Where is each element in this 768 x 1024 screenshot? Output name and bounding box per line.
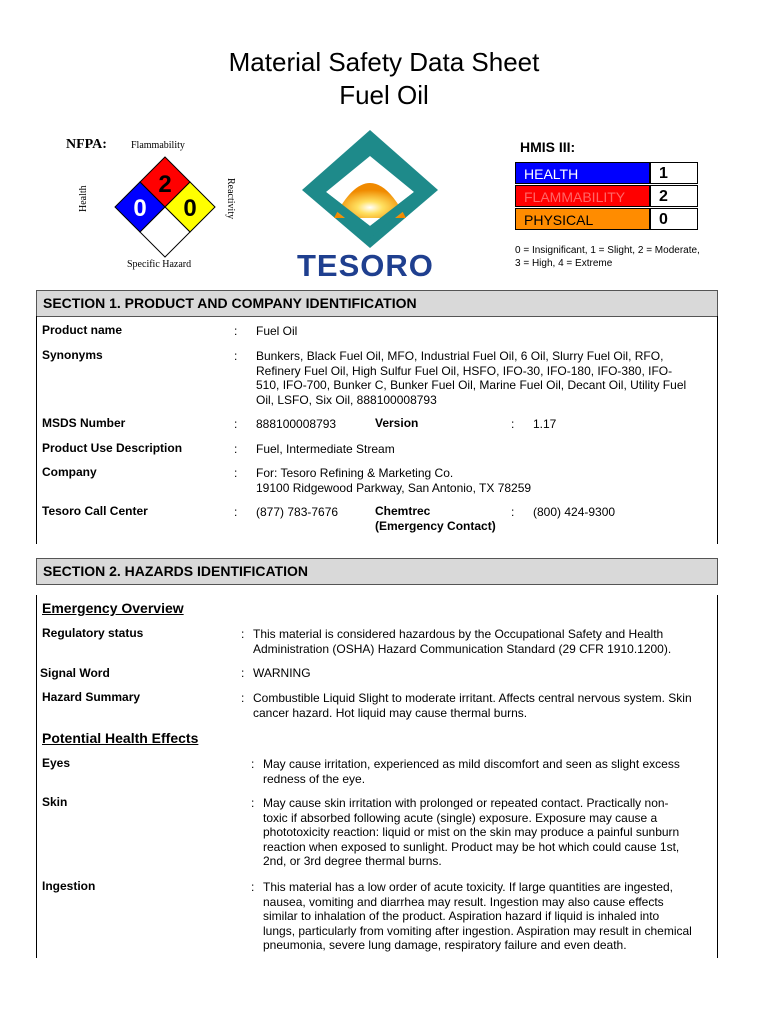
chemtrec-value: (800) 424-9300 xyxy=(533,505,616,519)
colon: : xyxy=(234,442,238,456)
msds-number-label: MSDS Number xyxy=(42,416,126,430)
colon: : xyxy=(241,666,245,680)
skin-line: reaction when exposed to sunlight. Product may be hot which could cause 1st, xyxy=(263,839,680,854)
colon: : xyxy=(234,466,238,480)
hmis-flammability-value: 2 xyxy=(650,185,698,207)
skin-line: toxic if absorbed following acute (single) exposure. Exposure may cause a xyxy=(263,810,658,825)
section1-left-border xyxy=(36,316,37,544)
regulatory-line: Administration (OSHA) Hazard Communication Standard (29 CFR 1910.1200). xyxy=(253,641,672,656)
nfpa-flammability-value: 2 xyxy=(158,171,172,198)
product-use-label: Product Use Description xyxy=(42,441,183,455)
signal-word-value: WARNING xyxy=(253,666,311,680)
skin-line: May cause skin irritation with prolonged or repeated contact. Practically non- xyxy=(263,796,669,810)
version-value: 1.17 xyxy=(533,417,557,431)
hmis-label: HMIS III: xyxy=(520,139,576,155)
colon: : xyxy=(234,324,238,338)
synonyms-line: Refinery Fuel Oil, High Sulfur Fuel Oil, HSFO, IFO-30, IFO-180, IFO-380, IFO- xyxy=(256,363,673,378)
chemtrec-label-line: (Emergency Contact) xyxy=(375,519,496,533)
section1-right-border xyxy=(717,316,718,544)
synonyms-value xyxy=(256,349,686,407)
hazard-line: cancer hazard. Hot liquid may cause thermal burns. xyxy=(253,705,528,720)
hazard-summary-value xyxy=(253,691,692,720)
eyes-line: redness of the eye. xyxy=(263,771,366,786)
call-center-label: Tesoro Call Center xyxy=(42,504,148,518)
hmis-legend-line2: 3 = High, 4 = Extreme xyxy=(515,258,613,269)
company-line: 19100 Ridgewood Parkway, San Antonio, TX 78259 xyxy=(256,480,532,495)
ingestion-line: pneumonia, severe lung damage, respiratory failure and even death. xyxy=(263,938,627,952)
ingestion-line: similar to inhalation of the product. Aspiration hazard if liquid is inhaled into xyxy=(263,909,660,923)
colon: : xyxy=(251,796,255,810)
page-subtitle: Fuel Oil xyxy=(339,80,429,110)
call-center-value: (877) 783-7676 xyxy=(256,505,339,519)
nfpa-specific-label: Specific Hazard xyxy=(127,259,192,270)
ingestion-line: nausea, vomiting and diarrhea may result. Ingestion may also cause effects xyxy=(263,894,664,909)
product-use-value: Fuel, Intermediate Stream xyxy=(256,442,395,456)
msds-number-value: 888100008793 xyxy=(256,417,337,431)
tesoro-wordmark: TESORO xyxy=(297,248,434,283)
nfpa-health-value: 0 xyxy=(133,195,147,222)
hazard-line: Combustible Liquid Slight to moderate irritant. Affects central nervous system. Skin xyxy=(253,691,692,705)
ingestion-line: lungs, particularly from vomiting after ingestion. Aspiration may result in chemical xyxy=(263,923,692,938)
skin-value xyxy=(263,796,679,869)
colon: : xyxy=(511,417,515,431)
hmis-health-label: HEALTH xyxy=(515,162,650,184)
nfpa-diamond xyxy=(113,155,217,259)
eyes-value xyxy=(263,757,680,786)
nfpa-label: NFPA: xyxy=(66,137,107,152)
tesoro-logo xyxy=(290,128,450,263)
colon: : xyxy=(234,505,238,519)
chemtrec-label xyxy=(375,504,496,534)
section1-header: SECTION 1. PRODUCT AND COMPANY IDENTIFICATION xyxy=(36,290,718,317)
nfpa-reactivity-label: Reactivity xyxy=(225,178,236,220)
regulatory-status-label: Regulatory status xyxy=(42,626,144,640)
emergency-overview-heading: Emergency Overview xyxy=(42,600,184,616)
skin-line: phototoxicity reaction: liquid or mist on the skin may produce a painful sunburn xyxy=(263,825,680,839)
nfpa-flammability-label: Flammability xyxy=(131,140,185,151)
section2-left-border xyxy=(36,595,37,958)
hmis-physical-value: 0 xyxy=(650,208,698,230)
colon: : xyxy=(251,757,255,771)
company-label: Company xyxy=(42,465,97,479)
health-effects-heading: Potential Health Effects xyxy=(42,730,199,746)
company-line: For: Tesoro Refining & Marketing Co. xyxy=(256,466,454,480)
colon: : xyxy=(234,349,238,363)
signal-word-label: Signal Word xyxy=(40,666,110,680)
hazard-summary-label: Hazard Summary xyxy=(42,690,141,704)
regulatory-status-value xyxy=(253,627,671,656)
ingestion-label: Ingestion xyxy=(42,879,96,893)
colon: : xyxy=(234,417,238,431)
eyes-line: May cause irritation, experienced as mild discomfort and seen as slight excess xyxy=(263,757,680,771)
hmis-flammability-label: FLAMMABILITY xyxy=(515,185,650,207)
synonyms-line: Oil, LSFO, Six Oil, 888100008793 xyxy=(256,392,437,407)
section2-header: SECTION 2. HAZARDS IDENTIFICATION xyxy=(36,558,718,585)
nfpa-health-label: Health xyxy=(78,185,89,212)
skin-label: Skin xyxy=(42,795,68,809)
chemtrec-label-line: Chemtrec xyxy=(375,504,431,518)
product-name-value: Fuel Oil xyxy=(256,324,298,338)
version-label: Version xyxy=(375,416,419,430)
hmis-legend-line1: 0 = Insignificant, 1 = Slight, 2 = Moderate, xyxy=(515,245,700,256)
synonyms-label: Synonyms xyxy=(42,348,103,362)
hmis-health-value: 1 xyxy=(650,162,698,184)
ingestion-value xyxy=(263,880,692,953)
section2-right-border xyxy=(717,595,718,958)
synonyms-line: Bunkers, Black Fuel Oil, MFO, Industrial Fuel Oil, 6 Oil, Slurry Fuel Oil, RFO, xyxy=(256,349,664,363)
colon: : xyxy=(241,627,245,641)
regulatory-line: This material is considered hazardous by the Occupational Safety and Health xyxy=(253,627,664,641)
product-name-label: Product name xyxy=(42,323,123,337)
colon: : xyxy=(241,691,245,705)
skin-line: 2nd, or 3rd degree thermal burns. xyxy=(263,854,442,868)
eyes-label: Eyes xyxy=(42,756,71,770)
hmis-physical-label: PHYSICAL xyxy=(515,208,650,230)
colon: : xyxy=(511,505,515,519)
ingestion-line: This material has a low order of acute toxicity. If large quantities are ingested, xyxy=(263,880,673,894)
synonyms-line: 510, IFO-700, Bunker C, Bunker Fuel Oil, Marine Fuel Oil, Decant Oil, Utility Fuel xyxy=(256,378,687,392)
colon: : xyxy=(251,880,255,894)
page-title: Material Safety Data Sheet xyxy=(228,47,540,77)
nfpa-reactivity-value: 0 xyxy=(183,195,197,222)
company-value xyxy=(256,466,531,495)
